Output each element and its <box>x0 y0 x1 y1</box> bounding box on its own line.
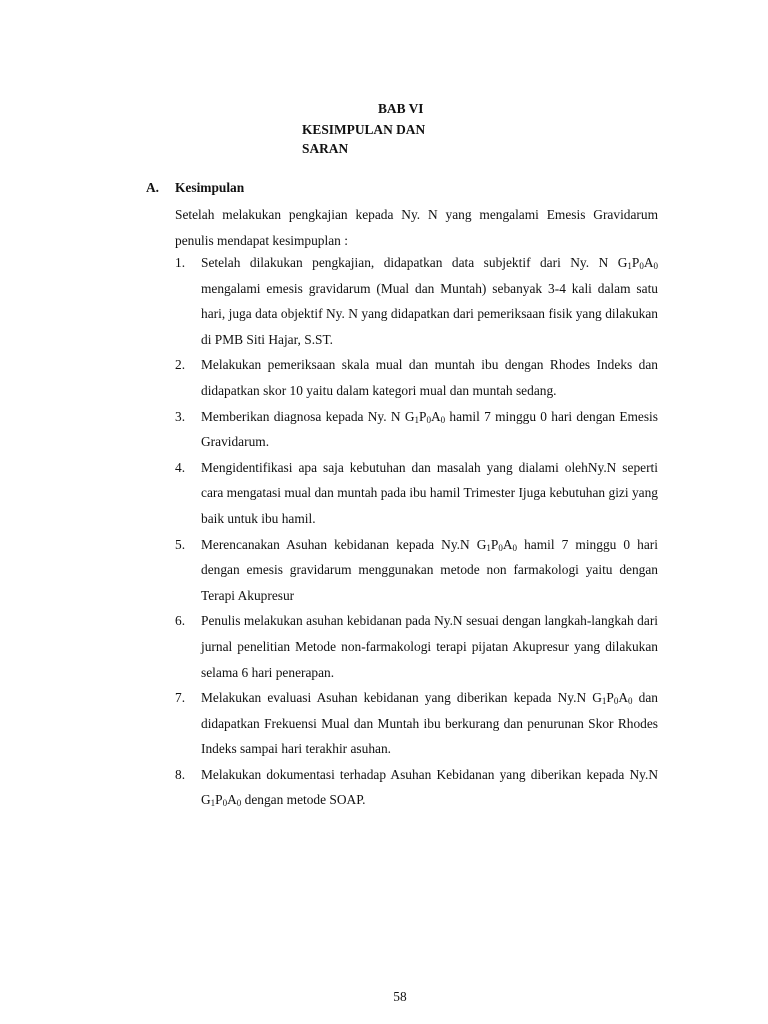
text-segment: Memberikan diagnosa kepada Ny. N G <box>201 408 415 424</box>
subscript: 1 <box>414 414 419 425</box>
list-item <box>175 685 658 762</box>
list-item-text <box>201 762 658 813</box>
subscript: 1 <box>486 542 491 553</box>
subscript: 0 <box>653 261 658 271</box>
list-item-number: 6. <box>175 613 186 629</box>
list-item <box>175 404 658 455</box>
list-item <box>175 608 658 685</box>
list-item <box>175 352 658 403</box>
text-segment: A <box>502 536 513 552</box>
text-segment: A <box>618 690 629 706</box>
list-item <box>175 250 658 352</box>
page-number: 58 <box>393 989 407 1004</box>
list-item-number: 7. <box>175 690 186 706</box>
intro-paragraph: Setelah melakukan pengkajian kepada Ny. N yang mengalami Emesis Gravidarum penulis mendapat kesimpuplan : <box>175 207 658 248</box>
subscript: 0 <box>426 414 431 425</box>
list-item-text <box>201 404 658 455</box>
list-item-number: 1. <box>175 255 186 270</box>
text-segment: mengalami emesis gravidarum (Mual dan Muntah) sebanyak 3-4 kali dalam satu hari, juga data objektif Ny. N yang didapatkan dari pemeriksaan fisik yang dilakukan di PMB Siti Hajar, S.ST. <box>201 280 658 347</box>
chapter-number: BAB VI <box>378 101 424 116</box>
subscript: 0 <box>639 261 644 271</box>
subscript: 1 <box>627 261 632 271</box>
text-segment: dengan metode SOAP. <box>241 792 366 808</box>
conclusion-list <box>175 250 658 813</box>
list-item-number: 8. <box>175 766 186 782</box>
list-item-number: 2. <box>175 357 186 373</box>
subscript: 0 <box>236 798 242 809</box>
list-item-number: 5. <box>175 536 186 552</box>
list-item-number: 3. <box>175 408 186 424</box>
subscript: 0 <box>512 542 518 553</box>
list-item <box>175 455 658 532</box>
section-letter: A. <box>146 180 160 195</box>
list-item-text <box>201 532 658 609</box>
subscript: 0 <box>222 798 228 809</box>
text-segment: P <box>490 536 499 552</box>
list-item-text <box>201 608 658 685</box>
list-item-text <box>201 250 658 352</box>
text-segment: P <box>606 690 614 706</box>
text-segment: Merencanakan Asuhan kebidanan kepada Ny.N G <box>201 536 487 552</box>
list-item <box>175 762 658 813</box>
subscript: 1 <box>601 696 607 707</box>
text-segment: dan didapatkan Frekuensi Mual dan Muntah ibu berkurang dan penurunan Skor Rhodes Indeks sampai hari terakhir asuhan. <box>201 690 658 757</box>
text-segment: A <box>430 408 441 424</box>
text-segment: Melakukan dokumentasi terhadap Asuhan Kebidanan yang diberikan kepada Ny.N G <box>201 766 658 808</box>
text-segment: Penulis melakukan asuhan kebidanan pada Ny.N sesuai dengan langkah-langkah dari jurnal penelitian Metode non-farmakologi terapi pijatan Akupresur yang dilakukan selama 6 hari penerapan. <box>201 613 658 680</box>
text-segment: hamil 7 minggu 0 hari dengan emesis gravidarum menggunakan metode non farmakologi yaitu dengan Terapi Akupresur <box>201 536 658 603</box>
chapter-title-line-2: SARAN <box>302 141 349 156</box>
chapter-title-line-1: KESIMPULAN DAN <box>302 122 426 137</box>
subscript: 0 <box>498 542 503 553</box>
section-title: Kesimpulan <box>175 180 245 195</box>
subscript: 0 <box>613 696 619 707</box>
list-item-text <box>201 455 658 532</box>
text-segment: Melakukan evaluasi Asuhan kebidanan yang diberikan kepada Ny.N G <box>201 690 602 706</box>
list-item-text <box>201 352 658 403</box>
subscript: 1 <box>210 798 216 809</box>
subscript: 0 <box>628 696 633 707</box>
list-item <box>175 532 658 609</box>
text-segment: P <box>215 792 223 808</box>
text-segment: P <box>631 255 640 270</box>
list-item-text <box>201 685 658 762</box>
text-segment: A <box>227 792 237 808</box>
subscript: 0 <box>440 414 446 425</box>
text-segment: Setelah dilakukan pengkajian, didapatkan data subjektif dari Ny. N G <box>201 255 628 270</box>
text-segment: A <box>643 255 654 270</box>
list-item-number: 4. <box>175 459 186 475</box>
text-segment: Melakukan pemeriksaan skala mual dan muntah ibu dengan Rhodes Indeks dan didapatkan skor 10 yaitu dalam kategori mual dan muntah sedang. <box>201 357 658 398</box>
text-segment: P <box>418 408 427 424</box>
text-segment: Mengidentifikasi apa saja kebutuhan dan masalah yang dialami olehNy.N seperti cara mengatasi mual dan muntah pada ibu hamil Trimester Ijuga kebutuhan gizi yang baik untuk ibu hamil. <box>201 459 658 526</box>
text-segment: hamil 7 minggu 0 hari dengan Emesis Gravidarum. <box>201 408 658 450</box>
